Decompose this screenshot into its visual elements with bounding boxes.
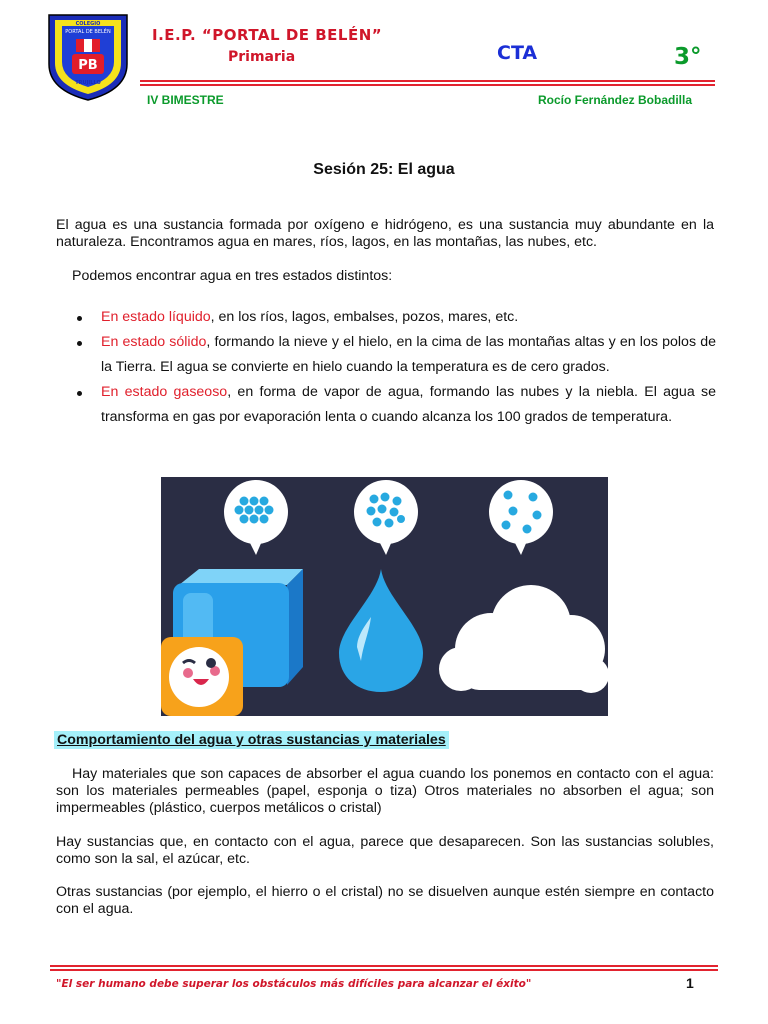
bullet-icon [77, 341, 82, 346]
header-rule-top [140, 80, 715, 82]
states-intro: Podemos encontrar agua en tres estados distintos: [72, 268, 393, 284]
intro-paragraph: El agua es una sustancia formada por oxígeno e hidrógeno, es una sustancia muy abundante en la naturaleza. Encontramos agua en mares, ríos, lagos, en las montañas, las nubes, etc. [56, 217, 714, 250]
bullet-icon [77, 391, 82, 396]
state-text: , en forma de vapor de agua, formando las nubes y la niebla. El agua se transforma en gas por evaporación lenta o cuando alcanza los 100 grados de temperatura. [101, 384, 716, 425]
footer-rule-top [50, 965, 718, 967]
state-label: En estado líquido [101, 309, 211, 325]
footer-rule-bottom [50, 969, 718, 971]
state-text: , formando la nieve y el hielo, en la cima de las montañas altas y en los polos de la Tierra. El agua se convierte en hielo cuando la temperatura es de cero grados. [101, 334, 716, 375]
bullet-icon [77, 316, 82, 321]
paragraph-soluble: Hay sustancias que, en contacto con el agua, parece que desaparecen. Son las sustancias solubles, como son la sal, el azúcar, etc. [56, 834, 714, 867]
section-heading: Comportamiento del agua y otras sustancias y materiales [54, 731, 449, 749]
header-rule-bottom [140, 84, 715, 86]
teacher-name: Rocío Fernández Bobadilla [538, 93, 693, 107]
state-label: En estado gaseoso [101, 384, 228, 400]
list-item [56, 380, 716, 430]
state-label: En estado sólido [101, 334, 207, 350]
school-logo [45, 12, 131, 102]
list-item [56, 305, 716, 330]
logo-text-top: COLEGIO [75, 21, 101, 27]
list-item [56, 330, 716, 380]
paragraph-permeable: Hay materiales que son capaces de absorber el agua cuando los ponemos en contacto con el agua: son los materiales permeables (papel, esponja o tiza) Otros materiales no absorben el agua; son impermeables (plástico, cuerpos metálicos o cristal) [56, 766, 714, 816]
emoji-face-icon [161, 637, 243, 716]
water-states-illustration [161, 477, 608, 716]
page-number: 1 [686, 975, 694, 991]
footer-quote: "El ser humano debe superar los obstáculos más difíciles para alcanzar el éxito" [56, 978, 532, 990]
paragraph-insoluble: Otras sustancias (por ejemplo, el hierro o el cristal) no se disuelven aunque estén siempre en contacto con el agua. [56, 884, 714, 917]
logo-text-bottom: TRUJILLO [75, 80, 101, 86]
grade-label: 3° [674, 44, 702, 70]
school-name: I.E.P. “PORTAL DE BELÉN” [152, 26, 383, 44]
logo-text-mid: PORTAL DE BELÉN [65, 29, 111, 35]
states-list [56, 305, 716, 430]
subject-label: CTA [497, 42, 538, 64]
state-text: , en los ríos, lagos, embalses, pozos, mares, etc. [210, 309, 519, 325]
period-label: IV BIMESTRE [147, 93, 224, 107]
school-level: Primaria [228, 49, 296, 65]
logo-initials: PB [78, 58, 98, 73]
page-title: Sesión 25: El agua [313, 161, 455, 178]
